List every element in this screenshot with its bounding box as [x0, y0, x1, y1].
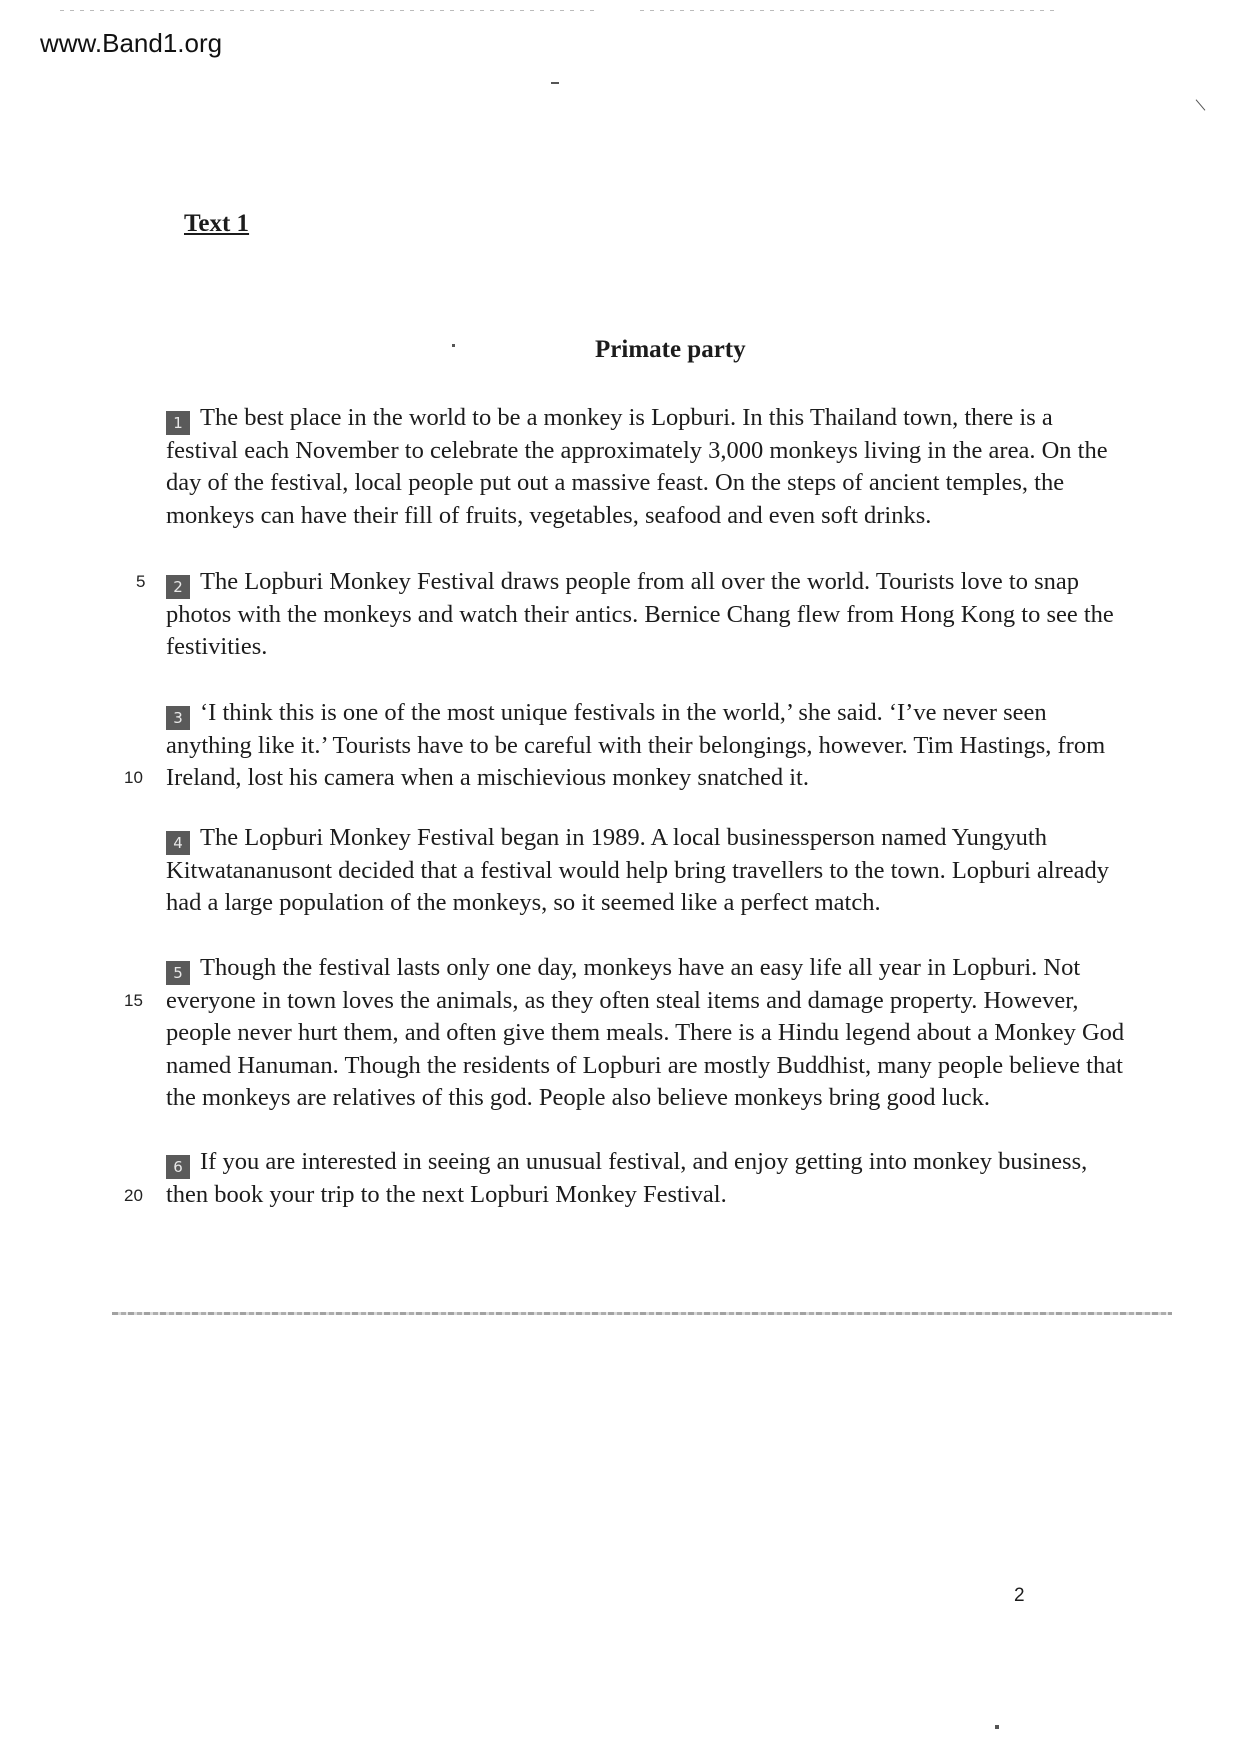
paragraph-number-box: 5 — [166, 961, 190, 985]
paragraph-line: Ireland, lost his camera when a mischievious monkey snatched it. — [166, 764, 809, 791]
page-number: 2 — [1014, 1585, 1025, 1606]
paragraph-line: the monkeys are relatives of this god. People also believe monkeys bring good luck. — [166, 1084, 990, 1111]
paragraph-line: 4 The Lopburi Monkey Festival began in 1989. A local businessperson named Yungyuth — [166, 822, 1126, 855]
paragraph-line: people never hurt them, and often give them meals. There is a Hindu legend about a Monkey God — [166, 1019, 1125, 1046]
paragraph-line: festival each November to celebrate the approximately 3,000 monkeys living in the area. On the — [166, 436, 1108, 464]
paragraph-5 — [166, 952, 1126, 1115]
line-number: 5 — [136, 572, 146, 591]
paragraph-line: then book your trip to the next Lopburi Monkey Festival. — [166, 1180, 727, 1208]
scan-speck — [551, 82, 559, 84]
paragraph-number-box: 3 — [166, 706, 190, 730]
paragraph-line: 1 The best place in the world to be a monkey is Lopburi. In this Thailand town, there is a — [166, 402, 1126, 435]
paragraph-line: day of the festival, local people put out a massive feast. On the steps of ancient temples, the — [166, 469, 1065, 496]
line-number: 15 — [124, 991, 143, 1010]
scan-speck — [452, 344, 455, 347]
paragraph-line: festivities. — [166, 633, 268, 660]
paragraph-line: 3 ‘I think this is one of the most unique festivals in the world,’ she said. ‘I’ve never seen — [166, 697, 1126, 730]
passage-title: Primate party — [595, 336, 746, 363]
paragraph-line: everyone in town loves the animals, as they often steal items and damage property. However, — [166, 986, 1079, 1014]
paragraph-line: anything like it.’ Tourists have to be careful with their belongings, however. Tim Hastings, from — [166, 731, 1106, 759]
paragraph-line: photos with the monkeys and watch their antics. Bernice Chang flew from Hong Kong to see the — [166, 600, 1114, 628]
paragraph-line: 2 The Lopburi Monkey Festival draws people from all over the world. Tourists love to snap — [166, 566, 1126, 599]
paragraph-number-box: 4 — [166, 831, 190, 855]
paragraph-4 — [166, 822, 1126, 920]
paragraph-3 — [166, 697, 1126, 795]
paragraph-number-box: 2 — [166, 575, 190, 599]
scan-speck — [995, 1725, 999, 1729]
paragraph-line: 5 Though the festival lasts only one day, monkeys have an easy life all year in Lopburi. Not — [166, 952, 1126, 985]
paragraph-line: Kitwatananusont decided that a festival would help bring travellers to the town. Lopburi already — [166, 856, 1109, 884]
paragraph-line: had a large population of the monkeys, so it seemed like a perfect match. — [166, 889, 881, 916]
paragraph-1 — [166, 402, 1126, 532]
paragraph-line: 6 If you are interested in seeing an unusual festival, and enjoy getting into monkey business, — [166, 1146, 1126, 1179]
line-number: 10 — [124, 768, 143, 787]
section-label: Text 1 — [184, 210, 250, 237]
scan-speck — [1196, 99, 1206, 110]
paragraph-2 — [166, 566, 1126, 664]
line-number: 20 — [124, 1186, 143, 1205]
paragraph-number-box: 6 — [166, 1155, 190, 1179]
watermark-url: www.Band1.org — [40, 28, 223, 58]
paragraph-6 — [166, 1146, 1126, 1211]
paragraph-line: named Hanuman. Though the residents of Lopburi are mostly Buddhist, many people believe that — [166, 1051, 1123, 1079]
paragraph-number-box: 1 — [166, 411, 190, 435]
footer-divider — [112, 1312, 1172, 1315]
paragraph-line: monkeys can have their fill of fruits, vegetables, seafood and even soft drinks. — [166, 501, 932, 529]
